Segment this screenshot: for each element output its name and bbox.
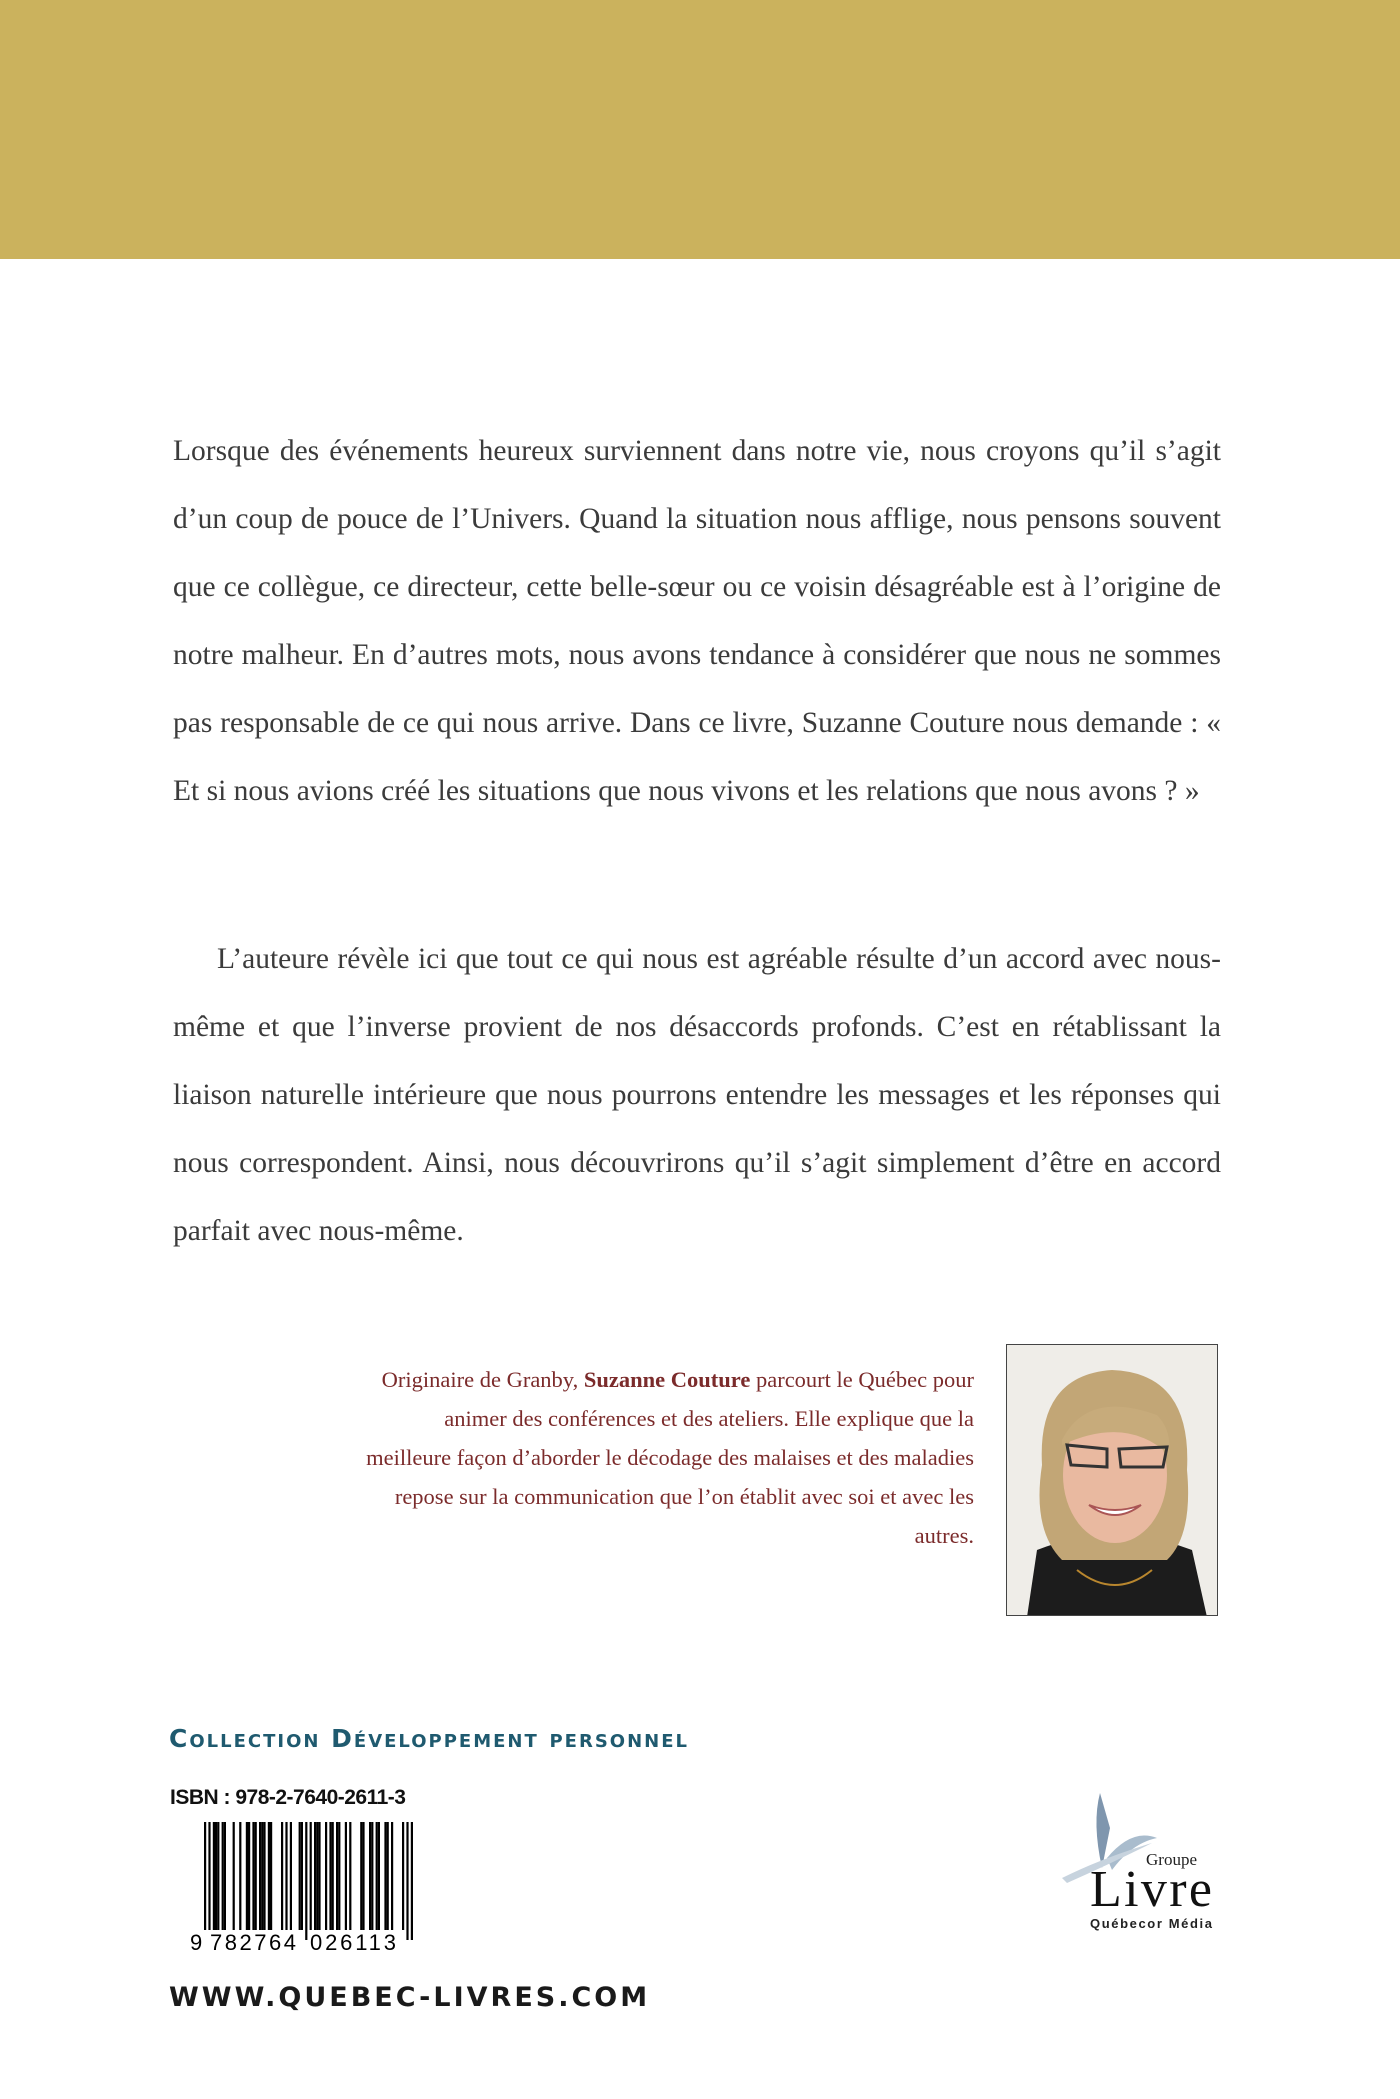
- leaf-icon: [1096, 1793, 1110, 1868]
- barcode-bar: [263, 1822, 265, 1930]
- isbn: ISBN : 978-2-7640-2611-3: [170, 1786, 406, 1809]
- barcode-bar: [387, 1822, 389, 1930]
- barcode-bar: [285, 1822, 287, 1930]
- barcode-bar: [402, 1822, 404, 1930]
- barcode-bar: [301, 1822, 303, 1930]
- barcode-bar: [406, 1822, 408, 1940]
- barcode-bar: [338, 1822, 340, 1930]
- barcode-bar: [371, 1822, 373, 1930]
- description-paragraph-2: L’auteure révèle ici que tout ce qui nous est agréable résulte d’un accord avec nous-même et que l’inverse provient de nos désaccords profonds. C’est en rétablissant la liaison naturelle intérieure que nous pourrons entendre les messages et les réponses qui nous correspondent. Ainsi, nous découvrirons qu’il s’agit simplement d’être en accord parfait avec nous-même.: [173, 943, 1221, 1247]
- barcode-right-digits: 026113: [310, 1930, 396, 1952]
- barcode-bar: [290, 1822, 292, 1930]
- barcode: [190, 1822, 430, 1952]
- barcode-bar: [208, 1822, 210, 1940]
- barcode-bar: [299, 1822, 301, 1930]
- barcode-bar: [345, 1822, 347, 1930]
- author-name: Suzanne Couture: [583, 1367, 751, 1392]
- barcode-bar: [213, 1822, 215, 1930]
- barcode-bar: [325, 1822, 327, 1930]
- barcode-bar: [305, 1822, 307, 1940]
- barcode-bar: [215, 1822, 217, 1930]
- barcode-bar: [378, 1822, 380, 1930]
- barcode-bar: [222, 1822, 224, 1930]
- barcode-bar: [318, 1822, 320, 1930]
- barcode-bar: [362, 1822, 364, 1930]
- author-bio: [360, 1360, 974, 1555]
- barcode-left-digits: 782764: [210, 1930, 296, 1952]
- barcode-bar: [281, 1822, 283, 1930]
- barcode-bar: [384, 1822, 386, 1930]
- barcode-bar: [336, 1822, 338, 1930]
- bio-prefix: Originaire de Granby,: [381, 1367, 584, 1392]
- collection-title: Collection Développement personnel: [169, 1724, 689, 1753]
- barcode-bar: [268, 1822, 270, 1930]
- barcode-bar: [316, 1822, 318, 1930]
- barcode-bar: [224, 1822, 226, 1930]
- logo-groupe: Groupe: [1146, 1850, 1197, 1869]
- barcode-bar: [255, 1822, 257, 1930]
- barcode-bar: [391, 1822, 393, 1930]
- barcode-bar: [411, 1822, 413, 1940]
- logo-quebecor: Québecor Média: [1090, 1916, 1212, 1931]
- barcode-bar: [204, 1822, 206, 1940]
- barcode-bar: [314, 1822, 316, 1930]
- barcode-bar: [259, 1822, 261, 1930]
- bio-suffix: parcourt le Québec pour animer des conférences et des ateliers. Elle explique que la meilleure façon d’aborder le décodage des malaises et des maladies repose sur la communication que l’on établit avec soi et avec les autres.: [366, 1367, 974, 1548]
- header-color-band: [0, 0, 1400, 259]
- barcode-bar: [360, 1822, 362, 1930]
- description-paragraph-1: Lorsque des événements heureux surviennent dans notre vie, nous croyons qu’il s’agit d’un coup de pouce de l’Univers. Quand la situation nous afflige, nous pensons souvent que ce collègue, ce directeur, cette belle-sœur ou ce voisin désagréable est à l’origine de notre malheur. En d’autres mots, nous avons tendance à considérer que nous ne sommes pas responsable de ce qui nous arrive. Dans ce livre, Suzanne Couture nous demande : « Et si nous avions créé les situations que nous vivons et les relations que nous avons ? »: [173, 435, 1221, 807]
- barcode-bar: [233, 1822, 235, 1930]
- barcode-bar: [217, 1822, 219, 1930]
- logo-livre: Livre: [1090, 1861, 1212, 1918]
- barcode-bar: [270, 1822, 272, 1930]
- barcode-bar: [252, 1822, 254, 1930]
- website-link[interactable]: WWW.QUEBEC-LIVRES.COM: [169, 1982, 651, 2013]
- barcode-bar: [332, 1822, 334, 1930]
- barcode-first-digit: 9: [190, 1930, 203, 1952]
- barcode-bar: [261, 1822, 263, 1930]
- author-photo: [1006, 1344, 1218, 1616]
- barcode-bar: [349, 1822, 351, 1930]
- barcode-bar: [248, 1822, 250, 1930]
- barcode-bar: [329, 1822, 331, 1930]
- barcode-bar: [376, 1822, 378, 1930]
- barcode-bar: [369, 1822, 371, 1930]
- barcode-bar: [310, 1822, 312, 1940]
- barcode-bar: [246, 1822, 248, 1930]
- barcode-bar: [239, 1822, 241, 1930]
- publisher-logo: [1062, 1788, 1222, 1933]
